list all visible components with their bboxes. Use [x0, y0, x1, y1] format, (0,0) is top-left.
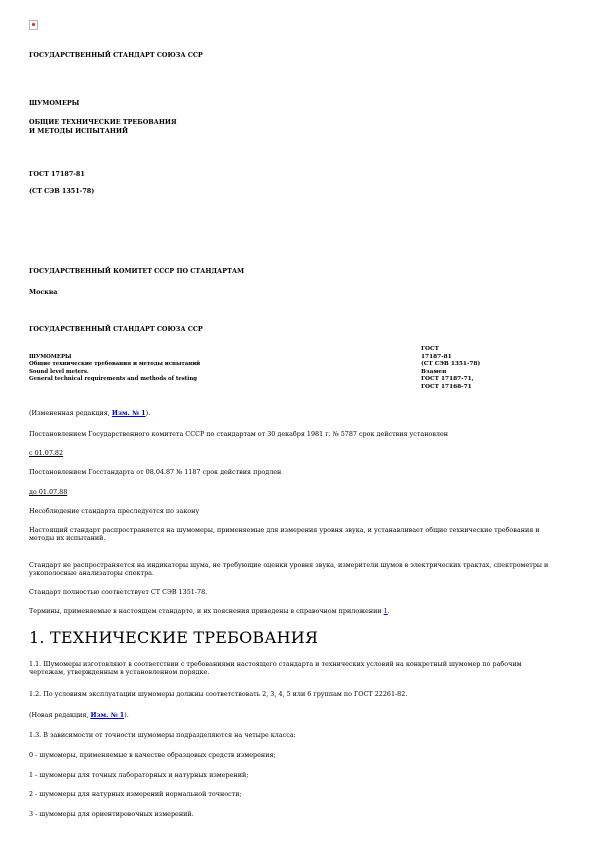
terms-text: Термины, применяемые в настоящем стандарте, и их пояснения приведены в справочном приложении [29, 607, 384, 615]
section-heading: 1. ТЕХНИЧЕСКИЕ ТРЕБОВАНИЯ [29, 628, 319, 647]
standard-org-heading: ГОСУДАРСТВЕННЫЙ СТАНДАРТ СОЮЗА ССР [29, 51, 203, 59]
ref-gost-label: ГОСТ [421, 346, 439, 352]
amendment-link-2[interactable]: Изм. № 1 [90, 711, 125, 719]
scope-paragraph: Настоящий стандарт распространяется на шумомеры, применяемые для измерения уровня звука, и устанавливает общие технические требования и методы их испытаний. [29, 526, 540, 542]
edition-suffix: ). [145, 409, 151, 417]
ref-replace-label: Взамен [421, 368, 447, 375]
ref-replace-2: ГОСТ 17168-71 [421, 383, 472, 390]
class-1-item: 1 - шумомеры для точных лабораторных и натурных измерений; [29, 771, 249, 779]
paragraph-1-3: 1.3. В зависимости от точности шумомеры подразделяются на четыре класса: [29, 731, 296, 739]
new-edition-suffix: ). [124, 711, 129, 719]
broken-image-icon [29, 20, 38, 30]
standard-org-heading-2: ГОСУДАРСТВЕННЫЙ СТАНДАРТ СОЮЗА ССР [29, 325, 203, 333]
edition-prefix: (Измененная редакция, [29, 409, 112, 417]
edition-note [29, 409, 150, 417]
title-sub-line-2: И МЕТОДЫ ИСПЫТАНИЙ [29, 127, 129, 135]
terms-suffix: . [387, 607, 390, 615]
gost-reference-block [421, 346, 480, 392]
committee-name: ГОСУДАРСТВЕННЫЙ КОМИТЕТ СССР ПО СТАНДАРТАМ [29, 267, 245, 275]
class-2-item: 2 - шумомеры для натурных измерений нормальной точности; [29, 790, 242, 798]
city-name: Москва [29, 288, 58, 296]
new-edition-prefix: (Новая редакция, [29, 711, 91, 719]
ref-gost-number: 17187-81 [421, 353, 452, 360]
title-block-subtitle-en: General technical requirements and methods of testing [29, 376, 198, 382]
title-block-subtitle-ru: Общие технические требования и методы испытаний [29, 361, 201, 367]
class-0-item: 0 - шумомеры, применяемые в качестве образцовых средств измерения; [29, 751, 276, 759]
amendment-link[interactable]: Изм. № 1 [111, 409, 146, 417]
violation-notice: Несоблюдение стандарта преследуется по закону [29, 507, 200, 515]
title-block-name-en: Sound level meters. [29, 369, 89, 375]
ref-st-sev: (СТ СЭВ 1351-78) [421, 361, 481, 368]
decree-text: Постановлением Государственного комитета СССР по стандартам от 30 декабря 1981 г. № 5787 срок действия установлен [29, 430, 449, 438]
effective-date: с 01.07.82 [29, 449, 64, 457]
class-3-item: 3 - шумомеры для ориентировочных измерений. [29, 810, 194, 818]
paragraph-1-2: 1.2. По условиям эксплуатации шумомеры должны соответствовать 2, 3, 4, 5 или 6 группам по ГОСТ 22261-82. [29, 690, 408, 698]
ref-replace-1: ГОСТ 17187-71, [421, 376, 474, 383]
new-edition-note [29, 711, 129, 719]
st-sev-number: (СТ СЭВ 1351-78) [29, 187, 95, 195]
title-block-name: ШУМОМЕРЫ [29, 354, 72, 360]
exclusions-paragraph: Стандарт не распространяется на индикаторы шума, не требующие оценки уровня звука, измерители шумов в электрических трактах, спектрометры и узкополосные анализаторы спектра. [29, 561, 549, 577]
appendix-link[interactable]: 1 [383, 607, 388, 615]
decree-extension: Постановлением Госстандарта от 08.04.87 № 1187 срок действия продлен [29, 468, 282, 476]
paragraph-1-1: 1.1. Шумомеры изготовляют в соответствии с требованиями настоящего стандарта и технических условий на конкретный шумомер по рабочим чертежам, утвержденным в установленном порядке. [29, 660, 522, 676]
terms-paragraph [29, 607, 390, 615]
extension-date: до 01.07.88 [29, 488, 68, 496]
title-main: ШУМОМЕРЫ [29, 99, 80, 107]
title-sub-line-1: ОБЩИЕ ТЕХНИЧЕСКИЕ ТРЕБОВАНИЯ [29, 118, 177, 126]
gost-number: ГОСТ 17187-81 [29, 170, 85, 178]
conformity-paragraph: Стандарт полностью соответствует СТ СЭВ 1351-78. [29, 588, 208, 596]
